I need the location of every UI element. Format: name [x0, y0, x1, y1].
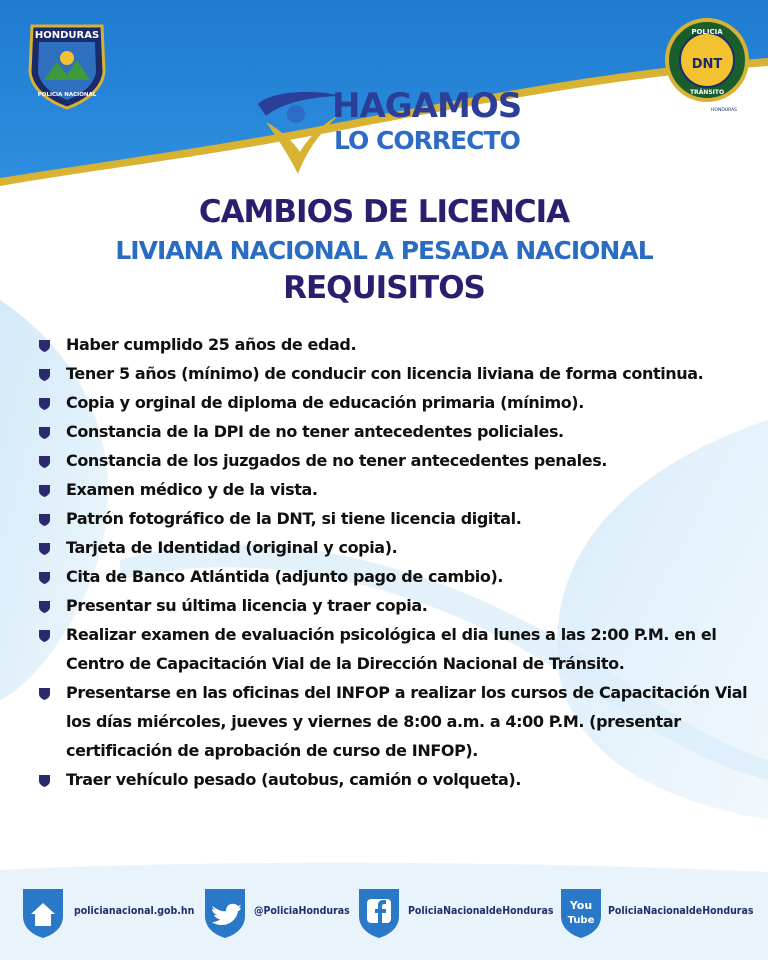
facebook-icon: [356, 886, 402, 940]
requirement-item: [38, 417, 750, 446]
logo-right-footer-text: HONDURAS: [711, 108, 737, 113]
slogan-line-1: HAGAMOS: [332, 86, 522, 126]
requirement-item: [38, 765, 750, 794]
footer-website[interactable]: [20, 886, 200, 942]
requirement-text: Copia y orginal de diploma de educación primaria (mínimo).: [66, 393, 584, 412]
footer-twitter[interactable]: [202, 886, 352, 942]
requirement-text: Constancia de la DPI de no tener antecedentes policiales.: [66, 422, 564, 441]
shield-bullet-icon: [38, 571, 51, 584]
requirement-item: [38, 591, 750, 620]
shield-bullet-icon: [38, 600, 51, 613]
requirement-item: [38, 533, 750, 562]
slogan: [250, 82, 540, 182]
shield-bullet-icon: [38, 542, 51, 555]
shield-bullet-icon: [38, 426, 51, 439]
logo-left-top-text: HONDURAS: [34, 30, 100, 41]
title-line-3: REQUISITOS: [283, 270, 485, 306]
requirement-item: [38, 562, 750, 591]
title-line-2: LIVIANA NACIONAL A PESADA NACIONAL: [115, 236, 653, 265]
youtube-icon-text-2: Tube: [567, 915, 595, 926]
footer-twitter-label: @PoliciaHonduras: [254, 905, 350, 917]
shield-bullet-icon: [38, 774, 51, 787]
footer-facebook[interactable]: [356, 886, 556, 942]
requirement-item: [38, 330, 750, 359]
logo-left-bottom-text: POLICIA NACIONAL: [37, 92, 97, 98]
requirement-text: Traer vehículo pesado (autobus, camión o volqueta).: [66, 770, 522, 789]
dnt-transito-logo: [664, 14, 750, 114]
footer-facebook-label: PoliciaNacionaldeHonduras: [408, 905, 554, 917]
shield-bullet-icon: [38, 687, 51, 700]
requirement-text: Presentarse en las oficinas del INFOP a realizar los cursos de Capacitación Vial los días miércoles, jueves y viernes de 8:00 a.m. a 4:00 P.M. (presentar certificación de aprobación de curso de INFOP).: [66, 683, 748, 760]
policia-nacional-logo: [22, 20, 112, 110]
requirement-item: [38, 446, 750, 475]
twitter-icon: [202, 886, 248, 940]
logo-right-top-text: POLICIA: [691, 28, 723, 36]
shield-bullet-icon: [38, 629, 51, 642]
youtube-icon-text-1: You: [569, 899, 593, 912]
shield-bullet-icon: [38, 339, 51, 352]
requirement-text: Patrón fotográfico de la DNT, si tiene licencia digital.: [66, 509, 522, 528]
requirement-item: [38, 388, 750, 417]
shield-bullet-icon: [38, 513, 51, 526]
logo-right-center-text: DNT: [691, 57, 723, 72]
requirement-text: Haber cumplido 25 años de edad.: [66, 335, 357, 354]
requirements-list: [38, 330, 750, 794]
youtube-icon: [558, 886, 604, 940]
shield-bullet-icon: [38, 368, 51, 381]
requirement-item: [38, 620, 750, 678]
footer-youtube-label: PoliciaNacionaldeHonduras: [608, 905, 754, 917]
requirement-item: [38, 678, 750, 765]
requirement-text: Tarjeta de Identidad (original y copia).: [66, 538, 398, 557]
requirement-text: Constancia de los juzgados de no tener antecedentes penales.: [66, 451, 608, 470]
slogan-line-2: LO CORRECTO: [334, 126, 520, 155]
footer: [0, 886, 768, 946]
requirement-item: [38, 475, 750, 504]
footer-website-label: policianacional.gob.hn: [74, 905, 195, 917]
shield-bullet-icon: [38, 484, 51, 497]
requirement-text: Tener 5 años (mínimo) de conducir con licencia liviana de forma continua.: [66, 364, 704, 383]
requirement-item: [38, 504, 750, 533]
footer-youtube[interactable]: [558, 886, 758, 942]
title-line-1: CAMBIOS DE LICENCIA: [198, 194, 570, 230]
logo-right-bottom-text: TRÁNSITO: [689, 89, 725, 96]
home-icon: [20, 886, 66, 940]
requirement-text: Examen médico y de la vista.: [66, 480, 318, 499]
shield-bullet-icon: [38, 397, 51, 410]
shield-bullet-icon: [38, 455, 51, 468]
requirement-text: Realizar examen de evaluación psicológica el dia lunes a las 2:00 P.M. en el Centro de Capacitación Vial de la Dirección Nacional de Tránsito.: [66, 625, 717, 673]
requirement-item: [38, 359, 750, 388]
requirement-text: Presentar su última licencia y traer copia.: [66, 596, 428, 615]
requirement-text: Cita de Banco Atlántida (adjunto pago de cambio).: [66, 567, 504, 586]
